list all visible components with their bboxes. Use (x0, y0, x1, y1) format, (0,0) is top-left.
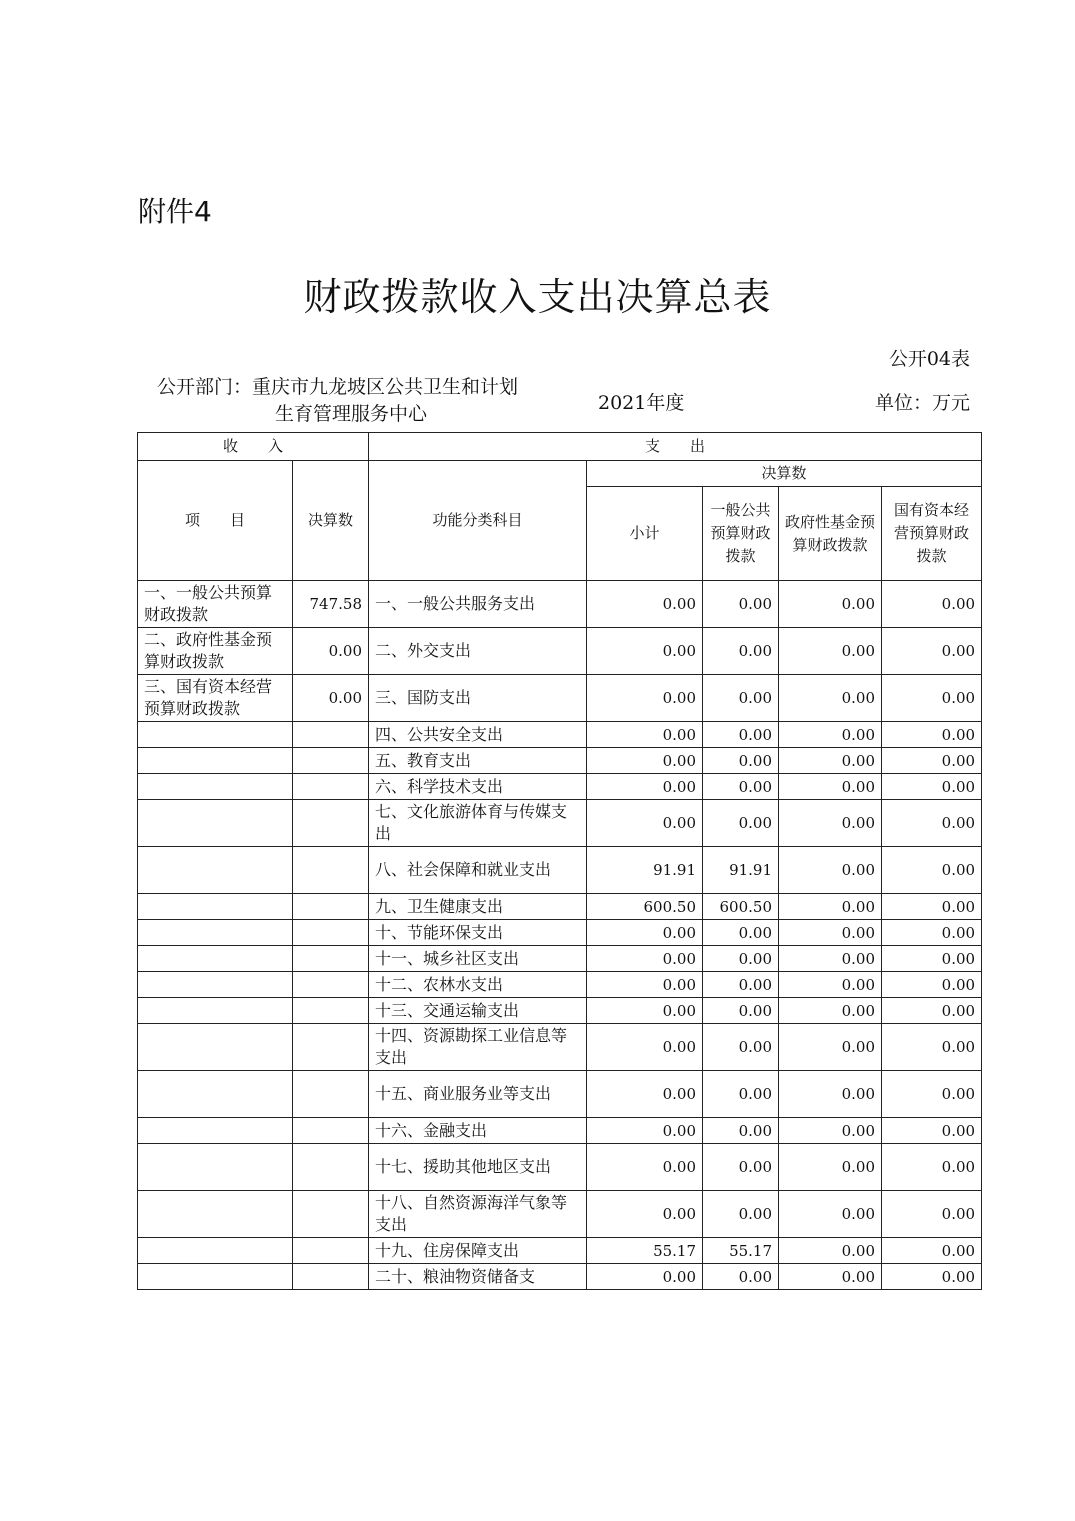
expense-item-cell: 八、社会保障和就业支出 (369, 847, 587, 894)
general-budget-cell: 0.00 (703, 581, 779, 628)
subtotal-cell: 55.17 (587, 1238, 703, 1264)
income-item-cell (138, 946, 293, 972)
general-budget-cell: 0.00 (703, 675, 779, 722)
expense-item-cell: 十五、商业服务业等支出 (369, 1071, 587, 1118)
table-row (138, 972, 982, 998)
income-item-cell (138, 1238, 293, 1264)
general-budget-cell: 55.17 (703, 1238, 779, 1264)
general-budget-cell: 0.00 (703, 800, 779, 847)
subtotal-cell: 0.00 (587, 628, 703, 675)
department-info (157, 374, 587, 428)
income-item-cell (138, 1024, 293, 1071)
income-item-cell (138, 722, 293, 748)
expense-item-cell: 七、文化旅游体育与传媒支出 (369, 800, 587, 847)
subtotal-cell: 0.00 (587, 800, 703, 847)
expense-item-cell: 二十、粮油物资储备支 (369, 1264, 587, 1290)
table-row (138, 946, 982, 972)
department-label: 公开部门： (157, 376, 253, 398)
department-line2: 生育管理服务中心 (275, 403, 428, 425)
state-capital-cell: 0.00 (882, 894, 982, 920)
expense-item-cell: 十八、自然资源海洋气象等支出 (369, 1191, 587, 1238)
general-budget-cell: 0.00 (703, 972, 779, 998)
income-item-cell (138, 847, 293, 894)
expense-item-cell: 十六、金融支出 (369, 1118, 587, 1144)
subtotal-cell: 0.00 (587, 972, 703, 998)
state-capital-cell: 0.00 (882, 1238, 982, 1264)
gov-fund-cell: 0.00 (779, 1024, 882, 1071)
general-budget-cell: 0.00 (703, 1118, 779, 1144)
expense-item-cell: 九、卫生健康支出 (369, 894, 587, 920)
income-amount-cell: 0.00 (293, 675, 369, 722)
gov-fund-cell: 0.00 (779, 946, 882, 972)
income-amount-cell (293, 972, 369, 998)
state-capital-cell: 0.00 (882, 748, 982, 774)
income-item-cell: 三、国有资本经营预算财政拨款 (138, 675, 293, 722)
state-capital-cell: 0.00 (882, 1144, 982, 1191)
table-row (138, 675, 982, 722)
gov-fund-cell: 0.00 (779, 920, 882, 946)
income-item-cell (138, 972, 293, 998)
general-budget-header: 一般公共预算财政拨款 (703, 487, 779, 581)
table-row (138, 1118, 982, 1144)
gov-fund-cell: 0.00 (779, 675, 882, 722)
gov-fund-cell: 0.00 (779, 748, 882, 774)
state-capital-cell: 0.00 (882, 972, 982, 998)
general-budget-cell: 0.00 (703, 1071, 779, 1118)
income-amount-cell (293, 1238, 369, 1264)
gov-fund-cell: 0.00 (779, 1264, 882, 1290)
state-capital-cell: 0.00 (882, 628, 982, 675)
gov-fund-cell: 0.00 (779, 847, 882, 894)
income-item-cell (138, 800, 293, 847)
gov-fund-cell: 0.00 (779, 774, 882, 800)
income-amount-cell (293, 800, 369, 847)
expense-item-cell: 十四、资源勘探工业信息等支出 (369, 1024, 587, 1071)
income-amount-cell (293, 748, 369, 774)
expense-item-cell: 十三、交通运输支出 (369, 998, 587, 1024)
general-budget-cell: 0.00 (703, 1144, 779, 1191)
expense-item-cell: 五、教育支出 (369, 748, 587, 774)
subtotal-cell: 0.00 (587, 748, 703, 774)
gov-fund-cell: 0.00 (779, 1238, 882, 1264)
subtotal-cell: 0.00 (587, 774, 703, 800)
income-item-cell (138, 748, 293, 774)
state-capital-cell: 0.00 (882, 800, 982, 847)
table-row (138, 847, 982, 894)
table-body (138, 581, 982, 1290)
general-budget-cell: 0.00 (703, 1191, 779, 1238)
income-item-cell: 二、政府性基金预算财政拨款 (138, 628, 293, 675)
table-row (138, 1264, 982, 1290)
income-item-cell (138, 1191, 293, 1238)
table-row (138, 748, 982, 774)
general-budget-cell: 0.00 (703, 774, 779, 800)
state-capital-cell: 0.00 (882, 774, 982, 800)
gov-fund-cell: 0.00 (779, 1191, 882, 1238)
income-amount-header: 决算数 (293, 461, 369, 581)
final-group-header: 决算数 (587, 461, 982, 487)
general-budget-cell: 600.50 (703, 894, 779, 920)
general-budget-cell: 0.00 (703, 920, 779, 946)
income-item-cell (138, 1144, 293, 1191)
subtotal-cell: 0.00 (587, 1071, 703, 1118)
gov-fund-cell: 0.00 (779, 894, 882, 920)
expense-item-cell: 十、节能环保支出 (369, 920, 587, 946)
table-row (138, 800, 982, 847)
item-header: 项 目 (138, 461, 293, 581)
state-capital-cell: 0.00 (882, 581, 982, 628)
fiscal-year: 2021年度 (598, 392, 685, 414)
table-row (138, 920, 982, 946)
expense-item-cell: 十七、援助其他地区支出 (369, 1144, 587, 1191)
state-capital-cell: 0.00 (882, 847, 982, 894)
income-amount-cell (293, 920, 369, 946)
gov-fund-cell: 0.00 (779, 972, 882, 998)
income-amount-cell (293, 722, 369, 748)
table-row (138, 722, 982, 748)
gov-fund-header: 政府性基金预算财政拨款 (779, 487, 882, 581)
income-amount-cell (293, 774, 369, 800)
general-budget-cell: 0.00 (703, 1264, 779, 1290)
income-amount-cell: 747.58 (293, 581, 369, 628)
subtotal-cell: 0.00 (587, 998, 703, 1024)
expense-item-cell: 十九、住房保障支出 (369, 1238, 587, 1264)
general-budget-cell: 0.00 (703, 1024, 779, 1071)
table-row (138, 998, 982, 1024)
subtotal-cell: 91.91 (587, 847, 703, 894)
table-row (138, 628, 982, 675)
general-budget-cell: 0.00 (703, 748, 779, 774)
state-capital-cell: 0.00 (882, 920, 982, 946)
expense-item-cell: 十二、农林水支出 (369, 972, 587, 998)
income-amount-cell (293, 847, 369, 894)
general-budget-cell: 91.91 (703, 847, 779, 894)
gov-fund-cell: 0.00 (779, 998, 882, 1024)
subtotal-cell: 600.50 (587, 894, 703, 920)
state-capital-cell: 0.00 (882, 1191, 982, 1238)
state-capital-header: 国有资本经营预算财政拨款 (882, 487, 982, 581)
income-item-cell (138, 998, 293, 1024)
general-budget-cell: 0.00 (703, 628, 779, 675)
table-row (138, 1071, 982, 1118)
income-amount-cell (293, 998, 369, 1024)
gov-fund-cell: 0.00 (779, 581, 882, 628)
table-row (138, 1191, 982, 1238)
income-item-cell (138, 774, 293, 800)
gov-fund-cell: 0.00 (779, 1071, 882, 1118)
gov-fund-cell: 0.00 (779, 800, 882, 847)
gov-fund-cell: 0.00 (779, 1118, 882, 1144)
subtotal-cell: 0.00 (587, 581, 703, 628)
general-budget-cell: 0.00 (703, 946, 779, 972)
income-item-cell (138, 1118, 293, 1144)
income-item-cell: 一、一般公共预算财政拨款 (138, 581, 293, 628)
expense-header: 支 出 (369, 433, 982, 461)
table-row (138, 774, 982, 800)
function-class-header: 功能分类科目 (369, 461, 587, 581)
income-item-cell (138, 1071, 293, 1118)
subtotal-cell: 0.00 (587, 1191, 703, 1238)
state-capital-cell: 0.00 (882, 1024, 982, 1071)
expense-item-cell: 六、科学技术支出 (369, 774, 587, 800)
income-header: 收 入 (138, 433, 369, 461)
table-row (138, 1024, 982, 1071)
page-title: 财政拨款收入支出决算总表 (303, 275, 772, 319)
subtotal-cell: 0.00 (587, 920, 703, 946)
table-row (138, 1144, 982, 1191)
income-amount-cell (293, 1264, 369, 1290)
income-item-cell (138, 920, 293, 946)
expense-item-cell: 二、外交支出 (369, 628, 587, 675)
income-amount-cell (293, 1024, 369, 1071)
income-amount-cell (293, 1118, 369, 1144)
gov-fund-cell: 0.00 (779, 1144, 882, 1191)
table-row (138, 1238, 982, 1264)
subtotal-cell: 0.00 (587, 722, 703, 748)
income-amount-cell: 0.00 (293, 628, 369, 675)
expense-item-cell: 三、国防支出 (369, 675, 587, 722)
income-amount-cell (293, 1191, 369, 1238)
state-capital-cell: 0.00 (882, 1264, 982, 1290)
state-capital-cell: 0.00 (882, 1118, 982, 1144)
income-amount-cell (293, 1071, 369, 1118)
attachment-label: 附件4 (138, 195, 212, 228)
state-capital-cell: 0.00 (882, 722, 982, 748)
table-number: 公开04表 (888, 348, 970, 370)
table-row (138, 581, 982, 628)
subtotal-cell: 0.00 (587, 1264, 703, 1290)
subtotal-cell: 0.00 (587, 675, 703, 722)
income-amount-cell (293, 894, 369, 920)
state-capital-cell: 0.00 (882, 946, 982, 972)
budget-table (137, 432, 982, 1290)
subtotal-cell: 0.00 (587, 1144, 703, 1191)
unit-label: 单位：万元 (874, 392, 970, 414)
gov-fund-cell: 0.00 (779, 722, 882, 748)
expense-item-cell: 一、一般公共服务支出 (369, 581, 587, 628)
general-budget-cell: 0.00 (703, 998, 779, 1024)
income-item-cell (138, 1264, 293, 1290)
subtotal-cell: 0.00 (587, 946, 703, 972)
state-capital-cell: 0.00 (882, 998, 982, 1024)
department-line1: 重庆市九龙坡区公共卫生和计划 (252, 376, 519, 398)
income-amount-cell (293, 1144, 369, 1191)
subtotal-cell: 0.00 (587, 1024, 703, 1071)
subtotal-header: 小计 (587, 487, 703, 581)
state-capital-cell: 0.00 (882, 675, 982, 722)
expense-item-cell: 十一、城乡社区支出 (369, 946, 587, 972)
expense-item-cell: 四、公共安全支出 (369, 722, 587, 748)
income-amount-cell (293, 946, 369, 972)
general-budget-cell: 0.00 (703, 722, 779, 748)
gov-fund-cell: 0.00 (779, 628, 882, 675)
subtotal-cell: 0.00 (587, 1118, 703, 1144)
table-row (138, 894, 982, 920)
income-item-cell (138, 894, 293, 920)
state-capital-cell: 0.00 (882, 1071, 982, 1118)
